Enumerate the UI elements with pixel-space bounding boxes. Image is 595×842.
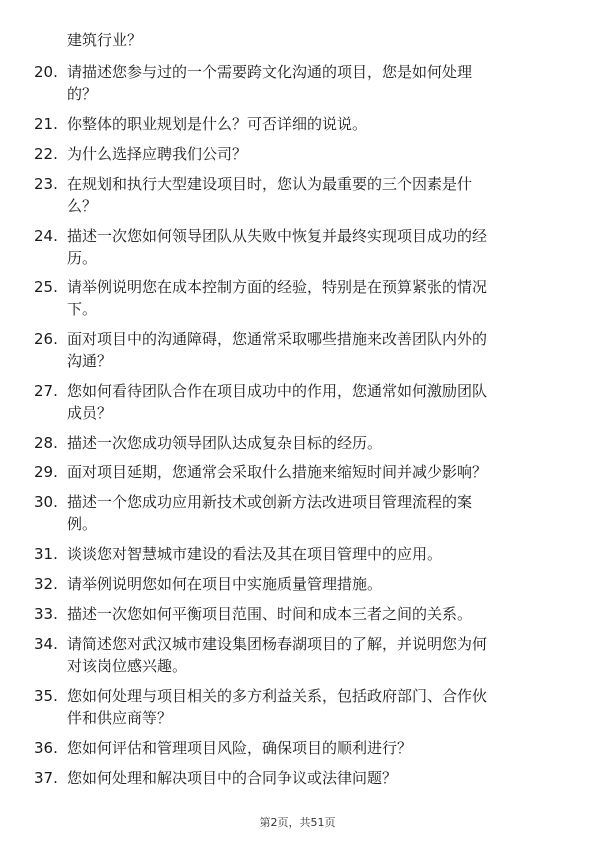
question-number: 23. bbox=[34, 175, 58, 193]
question-text bbox=[67, 461, 572, 483]
continuation-text: 建筑行业？ bbox=[67, 31, 143, 49]
question-text bbox=[67, 685, 572, 729]
question-number: 20. bbox=[34, 63, 58, 81]
question-line: 对该岗位感兴趣。 bbox=[67, 657, 188, 675]
question-line: 您如何处理与项目相关的多方利益关系，包括政府部门、合作伙 bbox=[67, 687, 488, 705]
question-line: 面对项目延期，您通常会采取什么措施来缩短时间并减少影响？ bbox=[67, 463, 488, 481]
question-number: 36. bbox=[34, 739, 58, 757]
question-number: 25. bbox=[34, 278, 58, 296]
question-line: 描述一次您如何平衡项目范围、时间和成本三者之间的关系。 bbox=[67, 605, 473, 623]
question-line: 么？ bbox=[67, 197, 98, 215]
question-line: 您如何看待团队合作在项目成功中的作用，您通常如何激励团队 bbox=[67, 382, 488, 400]
question-line: 请举例说明您在成本控制方面的经验，特别是在预算紧张的情况 bbox=[67, 278, 488, 296]
question-number: 30. bbox=[34, 493, 58, 511]
question-line: 请简述您对武汉城市建设集团杨春湖项目的了解，并说明您为何 bbox=[67, 635, 488, 653]
question-text bbox=[67, 328, 572, 372]
question-line: 你整体的职业规划是什么？可否详细的说说。 bbox=[67, 115, 368, 133]
question-line: 面对项目中的沟通障碍，您通常采取哪些措施来改善团队内外的 bbox=[67, 330, 488, 348]
question-number: 31. bbox=[34, 545, 58, 563]
question-line: 谈谈您对智慧城市建设的看法及其在项目管理中的应用。 bbox=[67, 545, 443, 563]
question-number: 24. bbox=[34, 227, 58, 245]
question-text bbox=[67, 491, 572, 535]
question-line: 下。 bbox=[67, 300, 98, 318]
question-number: 33. bbox=[34, 605, 58, 623]
question-text bbox=[67, 143, 572, 165]
question-text bbox=[67, 767, 572, 789]
question-line: 沟通？ bbox=[67, 352, 113, 370]
question-text bbox=[67, 543, 572, 565]
question-text bbox=[67, 432, 572, 454]
question-line: 历。 bbox=[67, 249, 98, 267]
question-line: 的？ bbox=[67, 85, 98, 103]
question-number: 29. bbox=[34, 463, 58, 481]
question-line: 伴和供应商等？ bbox=[67, 709, 173, 727]
question-text bbox=[67, 173, 572, 217]
question-text bbox=[67, 276, 572, 320]
question-line: 请描述您参与过的一个需要跨文化沟通的项目，您是如何处理 bbox=[67, 63, 473, 81]
question-number: 26. bbox=[34, 330, 58, 348]
question-line: 在规划和执行大型建设项目时，您认为最重要的三个因素是什 bbox=[67, 175, 473, 193]
question-number: 22. bbox=[34, 145, 58, 163]
question-text bbox=[67, 633, 572, 677]
question-number: 27. bbox=[34, 382, 58, 400]
question-line: 描述一个您成功应用新技术或创新方法改进项目管理流程的案 bbox=[67, 493, 473, 511]
question-text bbox=[67, 380, 572, 424]
question-text bbox=[67, 603, 572, 625]
question-line: 您如何评估和管理项目风险，确保项目的顺利进行？ bbox=[67, 739, 413, 757]
question-line: 请举例说明您如何在项目中实施质量管理措施。 bbox=[67, 575, 383, 593]
question-text bbox=[67, 573, 572, 595]
question-line: 描述一次您如何领导团队从失败中恢复并最终实现项目成功的经 bbox=[67, 227, 488, 245]
question-text bbox=[67, 113, 572, 135]
question-text bbox=[67, 61, 572, 105]
question-number: 37. bbox=[34, 769, 58, 787]
question-number: 35. bbox=[34, 687, 58, 705]
question-number: 34. bbox=[34, 635, 58, 653]
question-line: 为什么选择应聘我们公司？ bbox=[67, 145, 248, 163]
question-line: 成员？ bbox=[67, 404, 113, 422]
page-number-footer: 第2页，共51页 bbox=[259, 816, 336, 829]
question-number: 32. bbox=[34, 575, 58, 593]
question-text bbox=[67, 737, 572, 759]
question-number: 28. bbox=[34, 434, 58, 452]
question-line: 例。 bbox=[67, 515, 98, 533]
question-text bbox=[67, 225, 572, 269]
question-line: 描述一次您成功领导团队达成复杂目标的经历。 bbox=[67, 434, 383, 452]
question-line: 您如何处理和解决项目中的合同争议或法律问题？ bbox=[67, 769, 398, 787]
question-number: 21. bbox=[34, 115, 58, 133]
